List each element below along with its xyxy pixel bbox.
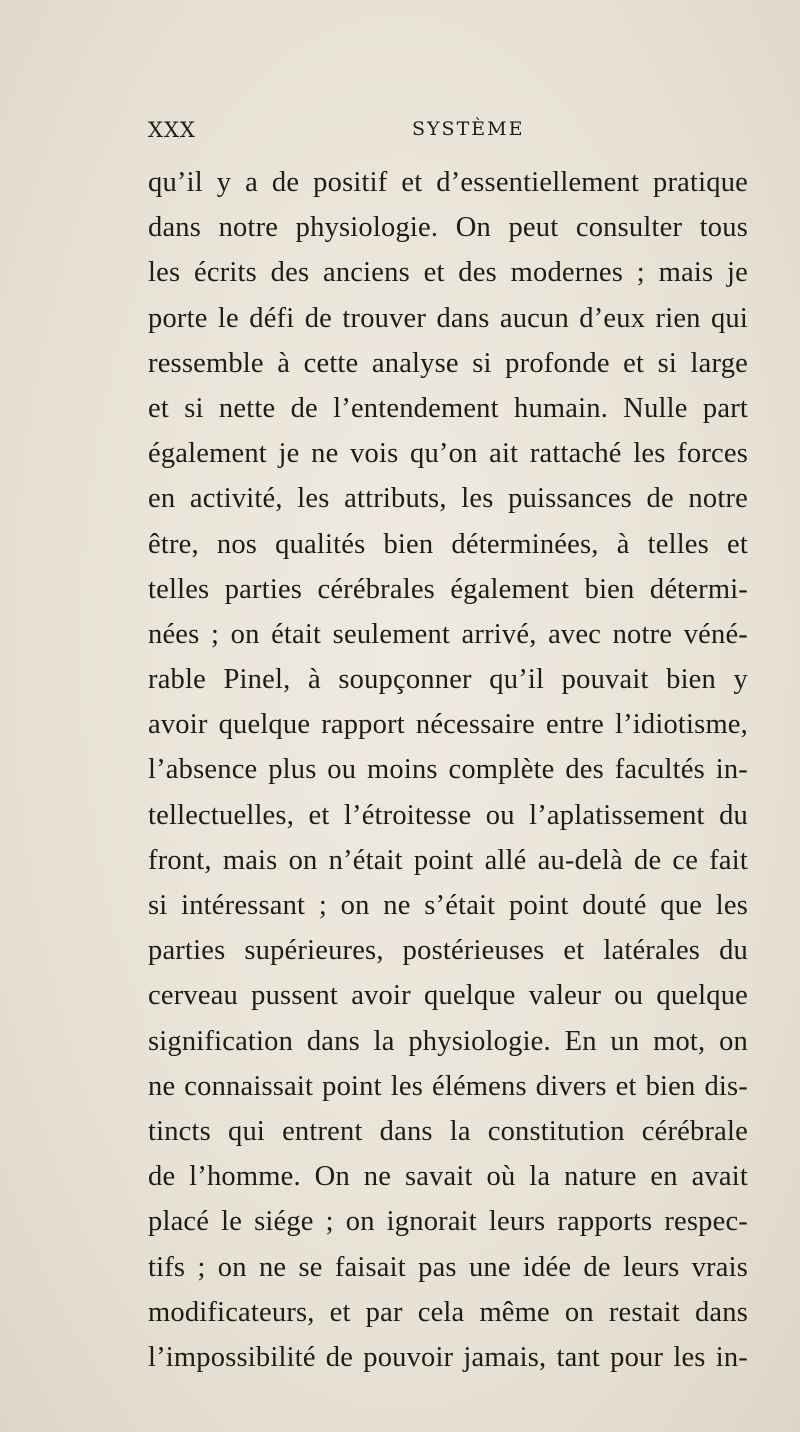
running-title: SYSTÈME [412,118,525,140]
text-line: également je ne vois qu’on ait rattaché les forces [148,438,748,470]
text-line: ressemble à cette analyse si profonde et si large [148,347,748,379]
page-header [148,118,748,148]
text-line: qu’il y a de positif et d’essentiellement pratique [148,167,748,198]
text-line: les écrits des anciens et des modernes ; mais je [148,257,748,289]
text-line: l’impossibilité de pouvoir jamais, tant pour les in- [148,1341,748,1373]
text-line: telles parties cérébrales également bien détermi- [148,573,748,605]
text-line: modificateurs, et par cela même on restait dans [148,1296,748,1328]
text-line: dans notre physiologie. On peut consulter tous [148,212,748,244]
text-line: être, nos qualités bien déterminées, à telles et [148,528,748,560]
text-line: porte le défi de trouver dans aucun d’eux rien qui [148,302,748,334]
text-line: rable Pinel, à soupçonner qu’il pouvait bien y [148,664,748,696]
text-line: l’absence plus ou moins complète des facultés in- [148,754,748,786]
text-line: avoir quelque rapport nécessaire entre l’idiotisme, [148,709,748,741]
text-line: en activité, les attributs, les puissances de notre [148,483,748,515]
text-line: parties supérieures, postérieuses et latérales du [148,935,748,967]
text-line: nées ; on était seulement arrivé, avec notre véné- [148,618,748,650]
text-line: tifs ; on ne se faisait pas une idée de leurs vrais [148,1251,748,1283]
page-number: XXX [148,118,196,142]
text-line: et si nette de l’entendement humain. Nulle part [148,392,748,424]
text-line: ne connaissait point les élémens divers et bien dis- [148,1070,748,1102]
text-line: front, mais on n’était point allé au-delà de ce fait [148,844,748,876]
text-line: placé le siége ; on ignorait leurs rapports respec- [148,1206,748,1238]
body-text [148,160,748,1380]
text-line: tincts qui entrent dans la constitution cérébrale [148,1115,748,1147]
text-line: de l’homme. On ne savait où la nature en avait [148,1161,748,1193]
text-line: si intéressant ; on ne s’était point douté que les [148,890,748,921]
text-line: cerveau pussent avoir quelque valeur ou quelque [148,980,748,1012]
text-line: tellectuelles, et l’étroitesse ou l’aplatissement du [148,799,748,831]
text-line: signification dans la physiologie. En un mot, on [148,1025,748,1057]
